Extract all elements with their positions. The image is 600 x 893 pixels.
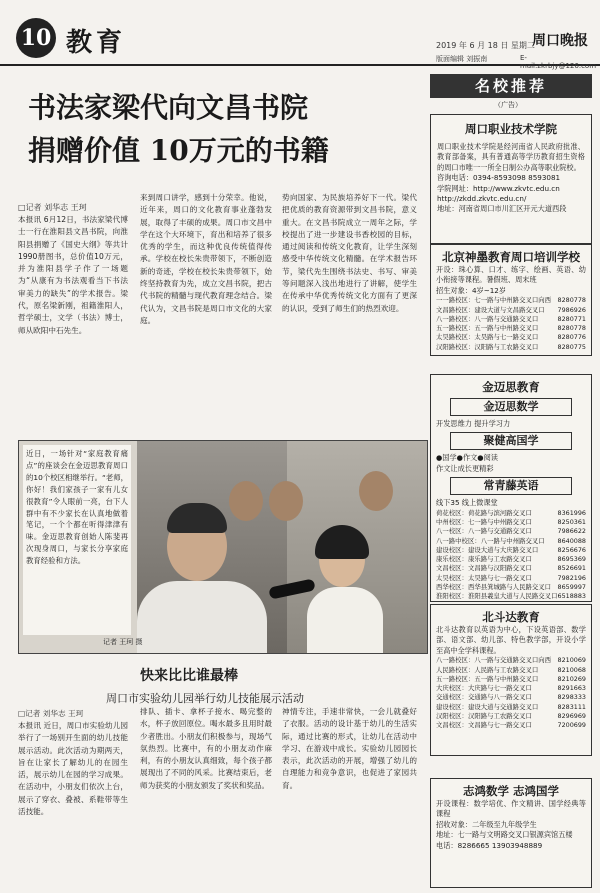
brand-math-slogan: 开发思维力 提升学习力 bbox=[436, 419, 511, 428]
ad-address: 地址：七一路与文明路交叉口银源宾馆五楼 bbox=[436, 830, 573, 840]
campus-phone: 8695369 bbox=[557, 555, 586, 564]
girl-figure bbox=[307, 587, 383, 654]
photo-credit: 记者 王珂 摄 bbox=[103, 638, 143, 646]
campus-item bbox=[436, 592, 586, 601]
campus-item bbox=[436, 675, 586, 684]
campus-phone: 8640088 bbox=[557, 536, 586, 545]
campus-item bbox=[436, 666, 586, 675]
second-subheadline: 周口市实验幼儿园举行幼儿技能展示活动 bbox=[106, 692, 304, 705]
campus-item bbox=[436, 315, 586, 324]
ad-phone: 咨询电话：0394-8593098 8593081 bbox=[437, 173, 561, 183]
campus-phone: 8361996 bbox=[557, 508, 586, 517]
campus-phone: 8250361 bbox=[557, 517, 586, 526]
ad-title: 周口职业技术学院 bbox=[465, 122, 557, 136]
campus-list bbox=[436, 656, 586, 730]
campus-name: 八一路校区：八一路与交通路交叉口向西 bbox=[436, 656, 552, 665]
ad-enroll: 招收对象：二年级至九年级学生 bbox=[436, 819, 537, 829]
campus-phone: 6518883 bbox=[557, 592, 586, 601]
photo-article bbox=[18, 440, 428, 654]
campus-item bbox=[436, 574, 586, 583]
ad-title: 金迈思教育 bbox=[482, 380, 540, 394]
ad-description: 北斗达教育以英语为中心，下设英语部、数学部、语文部、幼儿部、特色教学部，开设小学至高中全学科课程。 bbox=[436, 625, 586, 655]
campus-phone: 7200699 bbox=[557, 721, 586, 730]
paper-name: 周口晚报 bbox=[532, 33, 588, 49]
campus-phone: 8280778 bbox=[557, 324, 586, 333]
campus-item bbox=[436, 712, 586, 721]
ad-title: 北京神墨教育周口培训学校 bbox=[442, 250, 580, 264]
editor-credit: 版面编辑 刘振南 bbox=[436, 55, 488, 63]
brand-guoxue: 聚健高国学 bbox=[450, 432, 572, 450]
campus-item bbox=[436, 583, 586, 592]
campus-name: 淮阳校区：淮阳县羲皇大道与人民路交叉口 bbox=[436, 592, 558, 601]
ad-description: 开设：珠心算、口才、练字、绘画、英语、幼小衔接等课程。暑假班、周末班 bbox=[436, 265, 586, 285]
photo-caption-text: 近日，一场针对“家庭教育痛点”的座谈会在金迈思教育周口的10个校区相继举行。“老师，你好！我们家孩子一家有儿女很教育”令人眼前一亮，台下人群中有不少家长在认真地做着笔记，一个个都在听得津津有味。金迈思教育创始人陈斐再次现身周口，与家长分享家庭教育经验和方法。 bbox=[26, 449, 128, 566]
ad-tag: （广告） bbox=[494, 101, 522, 109]
main-headline bbox=[28, 86, 408, 172]
ad-shenmo-education bbox=[430, 244, 592, 356]
campus-phone: 8296969 bbox=[557, 712, 586, 720]
audience-member bbox=[229, 481, 263, 521]
campus-phone: 8280775 bbox=[557, 342, 586, 351]
main-byline: □记者 刘华志 王珂 bbox=[18, 203, 87, 212]
campus-item bbox=[436, 324, 586, 333]
ad-phone: 电话：8286665 13903948889 bbox=[436, 840, 543, 850]
campus-phone: 8280776 bbox=[557, 333, 586, 342]
ad-jinmaisi-education bbox=[430, 374, 592, 602]
page-header bbox=[0, 0, 600, 70]
campus-item bbox=[436, 656, 586, 665]
campus-name: 中州校区：七一路与中州路交叉口 bbox=[436, 517, 532, 526]
campus-name: 荷花校区：荷花路与滨河路交叉口 bbox=[436, 508, 532, 517]
campus-list bbox=[436, 296, 586, 352]
main-article-col-1: 本报讯 6月12日，书法家梁代博士一行在淮阳县文昌书院，向淮阳县捐赠了《国史大纲》等共计1990册图书，总价值10万元，并为淮阳县学子作了一场题为“从康有为书法观看当下书法审美力的缺失”的学术报告。梁代，原名梁新刚，祖籍淮阳人，哲学硕士，文学（书法）博士，师从欧阳中石先生。 bbox=[18, 215, 128, 335]
brand-guoxue-courses: ●国学●作文●阅读 bbox=[436, 453, 498, 463]
second-byline: □记者 刘华志 王珂 bbox=[18, 709, 84, 718]
campus-phone: 8280771 bbox=[557, 314, 586, 323]
campus-name: 汉阳校区：汉阳路与工农路交叉口 bbox=[436, 712, 532, 720]
campus-item bbox=[436, 333, 586, 342]
campus-name: 一一路校区：七一路与中州路交叉口向西 bbox=[436, 296, 552, 305]
campus-name: 太昊校区：太昊路与七一路交叉口 bbox=[436, 573, 532, 582]
brand-english: 常青藤英语 bbox=[450, 477, 572, 495]
second-article-col-2: 排队、插卡、拿杯子接水、喝完整的水，杯子放回原位。喝水最多且用时最少者胜出。小朋友们积极参与，现场气氛热烈。比赛中，有的小朋友动作麻利，有的小朋友认真细致，每个孩子都展现出了不同的风采。比赛结束后，老师为获奖的小朋友颁发了奖状和奖品。 bbox=[140, 707, 272, 790]
campus-item bbox=[436, 537, 586, 546]
campus-item bbox=[436, 518, 586, 527]
ad-address: 地址：河南省周口市川汇区开元大道西段 bbox=[437, 204, 567, 214]
campus-item bbox=[436, 693, 586, 702]
campus-item bbox=[436, 509, 586, 518]
campus-item bbox=[436, 343, 586, 352]
campus-phone: 8526691 bbox=[557, 564, 586, 573]
campus-phone: 7986926 bbox=[557, 305, 586, 314]
campus-name: 八一校区：八一路与交通路交叉口 bbox=[436, 527, 532, 536]
campus-phone: 8210269 bbox=[557, 674, 586, 683]
campus-name: 汉阳路校区：汉阳路与工农路交叉口 bbox=[436, 342, 539, 351]
campus-phone: 8291663 bbox=[557, 684, 586, 693]
second-article-col-3: 神情专注，手速非常快，一会儿就叠好了衣服。活动的设计基于幼儿的生活实际，通过比赛的形式，让幼儿在活动中学习、在游戏中成长。实验幼儿园园长表示，此次活动的开展，增强了幼儿的自理能力和竞争意识，也促进了家园共育。 bbox=[282, 707, 417, 790]
main-article-col-3: 势向国家、为民族培养好下一代。梁代把优质的教育资源带到文昌书院，意义重大。在文昌书院成立一周年之际，学校提出了进一步建设书香校园的目标，通过阅读和传统文化教育，让学生深刻感受中华传统文化精髓。在学术报告环节，梁代先生围绕书法史、书写、审美等问题深入浅出地进行了讲解，使学生在传承中华优秀传统文化方面有了更深的认识，受到了师生们的热烈欢迎。 bbox=[282, 193, 417, 313]
campus-name: 五一路校区：五一路与中州路交叉口 bbox=[436, 324, 539, 333]
campus-item bbox=[436, 546, 586, 555]
main-article-col-2: 来到周口讲学，感到十分荣幸。他说，近年来，周口的文化教育事业蓬勃发展，取得了丰硕的成果。周口市文昌中学在这个大环境下，育出和培养了很多优秀的学生，而这种优良传统值得传承。学校在校长朱贵带领下，不断创造新的奇迹，学校在校长朱贵带领下，始终坚持教育为先，成立文昌书院，把古代书院的精髓与现代教育理念结合。梁代认为，文昌书院是周口市文化的大家庭。 bbox=[140, 193, 272, 325]
campus-name: 建设校区：建设大道与交通路交叉口 bbox=[436, 702, 539, 711]
campus-name: 文昌路校区：建设大道与文昌路交叉口 bbox=[436, 305, 545, 314]
campus-name: 八一路中校区：八一路与中州路交叉口 bbox=[436, 536, 545, 545]
campus-name: 太昊路校区：太昊路与七一路交叉口 bbox=[436, 333, 539, 342]
ad-title: 志鸿数学 志鸿国学 bbox=[462, 784, 559, 798]
headline-line-1: 书法家梁代向文昌书院 bbox=[28, 91, 309, 124]
headline-line-2: 捐赠价值 10万元的书籍 bbox=[28, 134, 329, 167]
second-headline: 快来比比谁最棒 bbox=[140, 668, 238, 684]
campus-name: 建设校区：建设大道与大庆路交叉口 bbox=[436, 545, 539, 554]
campus-item bbox=[436, 703, 586, 712]
campus-name: 西华校区：西华县箕城路与人民路交叉口 bbox=[436, 583, 552, 591]
campus-item bbox=[436, 296, 586, 305]
ad-zhihong-education bbox=[430, 778, 592, 888]
campus-name: 康乐校区：康乐路与工农路交叉口 bbox=[436, 555, 532, 564]
campus-phone: 8283111 bbox=[557, 702, 586, 711]
school-recommend-title: 名校推荐 bbox=[430, 74, 592, 98]
campus-phone: 7986622 bbox=[557, 527, 586, 536]
campus-item bbox=[436, 306, 586, 315]
campus-phone: 8210068 bbox=[557, 665, 586, 674]
campus-phone: 8298333 bbox=[557, 693, 586, 702]
campus-item bbox=[436, 564, 586, 573]
campus-name: 交通校区：交通路与八一路交叉口 bbox=[436, 693, 532, 702]
campus-phone: 7982196 bbox=[557, 573, 586, 582]
second-article-col-1: 本报讯 近日，周口市实验幼儿园举行了一场别开生面的幼儿技能展示活动。此次活动为期两天，旨在让家长了解幼儿的在园生活，展示幼儿在园的学习成果。在活动中，小朋友们依次上台，展示了穿衣、叠被、系鞋带等生活技能。 bbox=[18, 721, 128, 817]
audience-member bbox=[359, 471, 393, 511]
audience-member bbox=[269, 481, 303, 521]
campus-name: 大庆校区：大庆路与七一路交叉口 bbox=[436, 684, 532, 693]
brand-guoxue-slogan: 作文让成长更精彩 bbox=[436, 463, 494, 473]
campus-item bbox=[436, 684, 586, 693]
ad-website: 学院网址：http://www.zkvtc.edu.cn bbox=[437, 183, 560, 193]
campus-name: 八一路校区：八一路与交通路交叉口 bbox=[436, 314, 539, 323]
ad-description: 开设课程：数学培优、作文精讲、国学经典等课程 bbox=[436, 799, 586, 819]
ad-title: 北斗达教育 bbox=[482, 610, 540, 624]
ad-age-range: 招生对象：4岁~12岁 bbox=[436, 285, 507, 295]
campus-phone: 8256676 bbox=[557, 545, 586, 554]
campus-list bbox=[436, 509, 586, 602]
campus-name: 五一路校区：五一路与中州路交叉口 bbox=[436, 674, 539, 683]
campus-item bbox=[436, 721, 586, 730]
photo-caption bbox=[23, 445, 131, 635]
brand-math: 金迈思数学 bbox=[450, 398, 572, 416]
editor-email: E-mail:zkrbjy@126.com bbox=[520, 54, 597, 70]
issue-date: 2019 年 6 月 18 日 星期二 bbox=[436, 41, 535, 50]
ad-zhoukou-vocational bbox=[430, 114, 592, 244]
section-title: 教育 bbox=[66, 28, 127, 58]
page-number: 10 bbox=[16, 18, 56, 58]
ad-website-2: http://zkdd.zkvtc.edu.cn/ bbox=[437, 194, 527, 204]
campus-name: 文昌校区：文昌路与七一路交叉口 bbox=[436, 721, 532, 730]
ad-beidouda-education bbox=[430, 604, 592, 756]
campus-item bbox=[436, 555, 586, 564]
campus-name: 人民路校区：人民路与工农路交叉口 bbox=[436, 665, 539, 674]
ad-description: 周口职业技术学院是经河南省人民政府批准、教育部备案，具有普通高等学历教育招生资格的周口市唯一一所全日制公办高等职业院校。 bbox=[437, 142, 585, 172]
campus-name: 文昌校区：文昌路与汉阳路交叉口 bbox=[436, 564, 532, 573]
campus-phone: 8280778 bbox=[557, 296, 586, 305]
brand-english-slogan: 线下35 线上微课堂 bbox=[436, 498, 498, 508]
campus-item bbox=[436, 527, 586, 536]
speaker-figure bbox=[137, 581, 267, 654]
campus-phone: 8659997 bbox=[557, 583, 586, 591]
campus-phone: 8210069 bbox=[557, 656, 586, 665]
